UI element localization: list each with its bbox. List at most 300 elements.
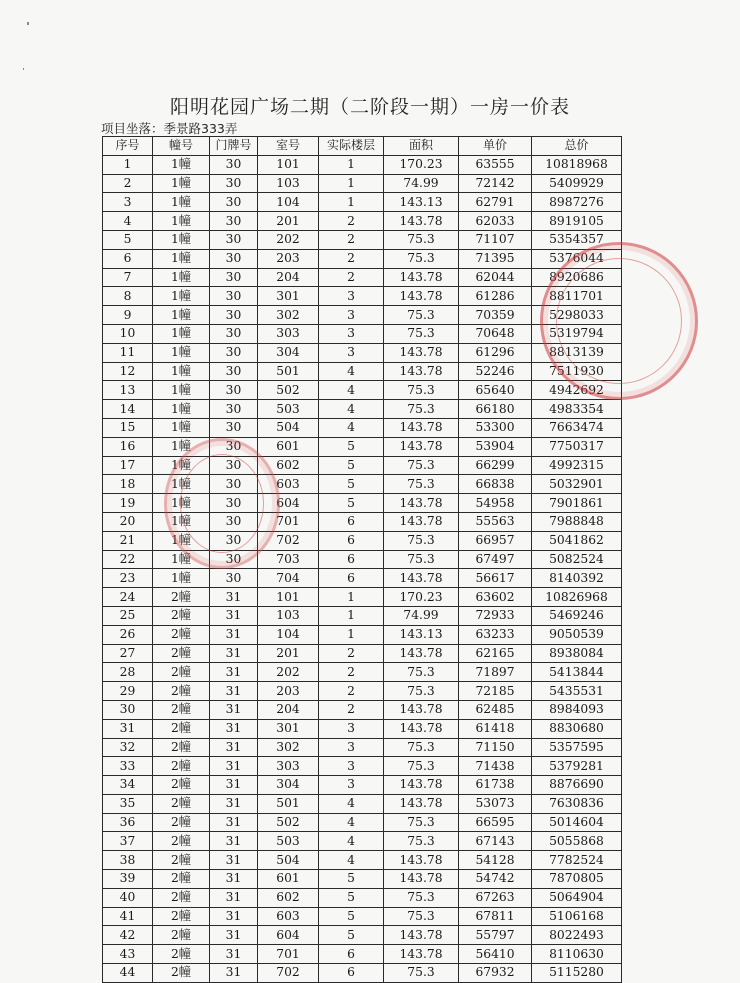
cell-index: 10 [103, 324, 153, 343]
cell-unit-price: 72185 [459, 682, 532, 701]
cell-door-number: 30 [210, 512, 258, 531]
cell-building: 1幢 [153, 550, 210, 569]
cell-building: 2幢 [153, 776, 210, 795]
col-header-room: 室号 [258, 137, 319, 156]
table-row [103, 268, 622, 287]
cell-door-number: 31 [210, 719, 258, 738]
cell-building: 1幢 [153, 193, 210, 212]
cell-total-price: 5082524 [532, 550, 622, 569]
cell-unit-price: 71395 [459, 249, 532, 268]
cell-index: 37 [103, 832, 153, 851]
cell-room: 204 [258, 700, 319, 719]
cell-total-price: 8919105 [532, 212, 622, 231]
cell-total-price: 7663474 [532, 418, 622, 437]
cell-building: 1幢 [153, 512, 210, 531]
cell-building: 2幢 [153, 832, 210, 851]
cell-area: 74.99 [384, 174, 459, 193]
cell-room: 501 [258, 362, 319, 381]
cell-door-number: 31 [210, 870, 258, 889]
cell-door-number: 30 [210, 381, 258, 400]
cell-area: 143.78 [384, 437, 459, 456]
cell-door-number: 30 [210, 550, 258, 569]
cell-index: 13 [103, 381, 153, 400]
table-row [103, 381, 622, 400]
cell-index: 30 [103, 700, 153, 719]
table-row [103, 512, 622, 531]
cell-room: 304 [258, 776, 319, 795]
price-table [102, 136, 622, 983]
table-row [103, 400, 622, 419]
cell-total-price: 8984093 [532, 700, 622, 719]
cell-building: 2幢 [153, 738, 210, 757]
cell-building: 1幢 [153, 249, 210, 268]
cell-door-number: 30 [210, 475, 258, 494]
cell-floor: 1 [319, 193, 384, 212]
cell-room: 703 [258, 550, 319, 569]
col-header-index: 序号 [103, 137, 153, 156]
cell-index: 9 [103, 306, 153, 325]
cell-total-price: 7870805 [532, 870, 622, 889]
scan-speck [23, 68, 24, 70]
cell-door-number: 30 [210, 324, 258, 343]
cell-unit-price: 54958 [459, 494, 532, 513]
table-row [103, 494, 622, 513]
cell-building: 1幢 [153, 437, 210, 456]
cell-area: 75.3 [384, 888, 459, 907]
cell-unit-price: 72933 [459, 606, 532, 625]
cell-unit-price: 54742 [459, 870, 532, 889]
cell-building: 1幢 [153, 569, 210, 588]
cell-index: 22 [103, 550, 153, 569]
cell-index: 29 [103, 682, 153, 701]
cell-building: 1幢 [153, 287, 210, 306]
cell-unit-price: 62044 [459, 268, 532, 287]
cell-index: 5 [103, 230, 153, 249]
cell-unit-price: 61738 [459, 776, 532, 795]
cell-index: 20 [103, 512, 153, 531]
cell-building: 2幢 [153, 794, 210, 813]
cell-area: 143.78 [384, 776, 459, 795]
cell-floor: 5 [319, 494, 384, 513]
cell-area: 143.78 [384, 644, 459, 663]
table-row [103, 174, 622, 193]
cell-index: 15 [103, 418, 153, 437]
cell-room: 203 [258, 249, 319, 268]
table-row [103, 230, 622, 249]
cell-floor: 4 [319, 362, 384, 381]
cell-area: 143.78 [384, 926, 459, 945]
cell-index: 35 [103, 794, 153, 813]
cell-room: 303 [258, 324, 319, 343]
table-row [103, 249, 622, 268]
cell-floor: 5 [319, 456, 384, 475]
cell-area: 170.23 [384, 588, 459, 607]
cell-unit-price: 52246 [459, 362, 532, 381]
cell-index: 40 [103, 888, 153, 907]
cell-area: 143.13 [384, 625, 459, 644]
cell-index: 18 [103, 475, 153, 494]
cell-index: 32 [103, 738, 153, 757]
col-header-building: 幢号 [153, 137, 210, 156]
cell-room: 302 [258, 306, 319, 325]
cell-floor: 6 [319, 531, 384, 550]
cell-index: 28 [103, 663, 153, 682]
cell-total-price: 7511930 [532, 362, 622, 381]
cell-floor: 3 [319, 738, 384, 757]
scan-speck [27, 22, 29, 25]
cell-area: 75.3 [384, 456, 459, 475]
cell-building: 2幢 [153, 945, 210, 964]
cell-index: 2 [103, 174, 153, 193]
cell-total-price: 5469246 [532, 606, 622, 625]
cell-unit-price: 66957 [459, 531, 532, 550]
cell-room: 502 [258, 813, 319, 832]
cell-room: 701 [258, 512, 319, 531]
cell-building: 2幢 [153, 851, 210, 870]
cell-room: 503 [258, 832, 319, 851]
cell-building: 1幢 [153, 306, 210, 325]
cell-index: 41 [103, 907, 153, 926]
cell-building: 1幢 [153, 230, 210, 249]
cell-area: 143.78 [384, 870, 459, 889]
cell-unit-price: 71107 [459, 230, 532, 249]
cell-area: 143.78 [384, 569, 459, 588]
table-row [103, 888, 622, 907]
cell-total-price: 8140392 [532, 569, 622, 588]
cell-door-number: 31 [210, 700, 258, 719]
table-row [103, 870, 622, 889]
table-row [103, 964, 622, 983]
cell-area: 143.78 [384, 343, 459, 362]
cell-unit-price: 66180 [459, 400, 532, 419]
cell-building: 1幢 [153, 324, 210, 343]
cell-area: 75.3 [384, 475, 459, 494]
cell-floor: 2 [319, 663, 384, 682]
cell-door-number: 30 [210, 306, 258, 325]
cell-building: 2幢 [153, 813, 210, 832]
cell-area: 75.3 [384, 832, 459, 851]
cell-total-price: 7901861 [532, 494, 622, 513]
cell-area: 143.78 [384, 494, 459, 513]
cell-room: 201 [258, 644, 319, 663]
cell-unit-price: 66299 [459, 456, 532, 475]
cell-door-number: 31 [210, 907, 258, 926]
cell-building: 1幢 [153, 155, 210, 174]
cell-unit-price: 67143 [459, 832, 532, 851]
cell-building: 1幢 [153, 381, 210, 400]
cell-room: 104 [258, 193, 319, 212]
cell-index: 33 [103, 757, 153, 776]
table-row [103, 907, 622, 926]
cell-building: 1幢 [153, 531, 210, 550]
cell-total-price: 8830680 [532, 719, 622, 738]
cell-total-price: 8022493 [532, 926, 622, 945]
table-row [103, 193, 622, 212]
cell-door-number: 30 [210, 230, 258, 249]
cell-area: 143.78 [384, 418, 459, 437]
cell-floor: 4 [319, 794, 384, 813]
table-row [103, 813, 622, 832]
cell-index: 42 [103, 926, 153, 945]
cell-unit-price: 66595 [459, 813, 532, 832]
cell-index: 6 [103, 249, 153, 268]
table-row [103, 757, 622, 776]
cell-total-price: 5376044 [532, 249, 622, 268]
cell-building: 1幢 [153, 362, 210, 381]
cell-total-price: 8813139 [532, 343, 622, 362]
cell-unit-price: 71897 [459, 663, 532, 682]
cell-area: 75.3 [384, 964, 459, 983]
cell-unit-price: 62791 [459, 193, 532, 212]
cell-area: 143.78 [384, 212, 459, 231]
cell-area: 75.3 [384, 757, 459, 776]
cell-floor: 3 [319, 776, 384, 795]
cell-total-price: 5413844 [532, 663, 622, 682]
cell-floor: 1 [319, 174, 384, 193]
cell-total-price: 7630836 [532, 794, 622, 813]
cell-room: 601 [258, 437, 319, 456]
table-row [103, 738, 622, 757]
cell-area: 75.3 [384, 324, 459, 343]
cell-door-number: 31 [210, 606, 258, 625]
table-row [103, 663, 622, 682]
cell-floor: 1 [319, 155, 384, 174]
cell-building: 2幢 [153, 907, 210, 926]
cell-total-price: 7988848 [532, 512, 622, 531]
cell-floor: 6 [319, 945, 384, 964]
cell-total-price: 10818968 [532, 155, 622, 174]
table-row [103, 418, 622, 437]
table-row [103, 343, 622, 362]
cell-index: 34 [103, 776, 153, 795]
cell-floor: 4 [319, 851, 384, 870]
cell-area: 75.3 [384, 663, 459, 682]
cell-room: 303 [258, 757, 319, 776]
cell-building: 1幢 [153, 268, 210, 287]
cell-total-price: 5055868 [532, 832, 622, 851]
cell-area: 170.23 [384, 155, 459, 174]
cell-total-price: 5357595 [532, 738, 622, 757]
cell-building: 2幢 [153, 644, 210, 663]
cell-area: 75.3 [384, 531, 459, 550]
cell-unit-price: 61286 [459, 287, 532, 306]
cell-area: 75.3 [384, 907, 459, 926]
cell-door-number: 31 [210, 832, 258, 851]
cell-floor: 5 [319, 475, 384, 494]
cell-room: 604 [258, 494, 319, 513]
cell-door-number: 30 [210, 212, 258, 231]
table-row [103, 550, 622, 569]
cell-index: 38 [103, 851, 153, 870]
cell-door-number: 31 [210, 813, 258, 832]
table-row [103, 700, 622, 719]
cell-door-number: 30 [210, 400, 258, 419]
col-header-door-number: 门牌号 [210, 137, 258, 156]
table-row [103, 945, 622, 964]
cell-floor: 4 [319, 813, 384, 832]
cell-total-price: 5064904 [532, 888, 622, 907]
cell-index: 21 [103, 531, 153, 550]
cell-unit-price: 66838 [459, 475, 532, 494]
cell-area: 75.3 [384, 738, 459, 757]
table-row [103, 606, 622, 625]
cell-floor: 2 [319, 268, 384, 287]
cell-floor: 6 [319, 512, 384, 531]
cell-floor: 1 [319, 606, 384, 625]
cell-unit-price: 71150 [459, 738, 532, 757]
cell-total-price: 5379281 [532, 757, 622, 776]
cell-unit-price: 62165 [459, 644, 532, 663]
cell-door-number: 30 [210, 418, 258, 437]
cell-door-number: 30 [210, 287, 258, 306]
cell-index: 31 [103, 719, 153, 738]
cell-area: 143.78 [384, 794, 459, 813]
table-row [103, 212, 622, 231]
cell-unit-price: 63602 [459, 588, 532, 607]
cell-floor: 5 [319, 888, 384, 907]
cell-total-price: 5435531 [532, 682, 622, 701]
cell-floor: 5 [319, 437, 384, 456]
col-header-unit-price: 单价 [459, 137, 532, 156]
cell-unit-price: 56617 [459, 569, 532, 588]
cell-area: 143.78 [384, 851, 459, 870]
cell-door-number: 30 [210, 193, 258, 212]
cell-building: 2幢 [153, 888, 210, 907]
cell-room: 603 [258, 475, 319, 494]
cell-floor: 6 [319, 569, 384, 588]
cell-room: 301 [258, 287, 319, 306]
cell-building: 2幢 [153, 606, 210, 625]
cell-room: 603 [258, 907, 319, 926]
cell-door-number: 31 [210, 794, 258, 813]
cell-room: 304 [258, 343, 319, 362]
table-row [103, 155, 622, 174]
cell-unit-price: 62485 [459, 700, 532, 719]
cell-area: 74.99 [384, 606, 459, 625]
cell-total-price: 4942692 [532, 381, 622, 400]
cell-floor: 4 [319, 381, 384, 400]
cell-floor: 2 [319, 700, 384, 719]
table-row [103, 625, 622, 644]
cell-building: 1幢 [153, 343, 210, 362]
cell-door-number: 30 [210, 437, 258, 456]
cell-door-number: 31 [210, 964, 258, 983]
cell-index: 7 [103, 268, 153, 287]
cell-unit-price: 54128 [459, 851, 532, 870]
cell-floor: 5 [319, 926, 384, 945]
cell-area: 143.78 [384, 287, 459, 306]
cell-room: 504 [258, 418, 319, 437]
cell-building: 1幢 [153, 456, 210, 475]
cell-floor: 6 [319, 550, 384, 569]
cell-unit-price: 61418 [459, 719, 532, 738]
cell-index: 23 [103, 569, 153, 588]
cell-unit-price: 63555 [459, 155, 532, 174]
cell-floor: 6 [319, 964, 384, 983]
cell-index: 14 [103, 400, 153, 419]
cell-door-number: 31 [210, 625, 258, 644]
cell-building: 1幢 [153, 494, 210, 513]
cell-index: 27 [103, 644, 153, 663]
cell-building: 2幢 [153, 682, 210, 701]
cell-index: 12 [103, 362, 153, 381]
cell-area: 143.78 [384, 362, 459, 381]
cell-building: 1幢 [153, 475, 210, 494]
cell-total-price: 8811701 [532, 287, 622, 306]
cell-total-price: 8876690 [532, 776, 622, 795]
cell-unit-price: 65640 [459, 381, 532, 400]
cell-building: 2幢 [153, 870, 210, 889]
cell-area: 143.78 [384, 945, 459, 964]
cell-building: 1幢 [153, 400, 210, 419]
cell-area: 75.3 [384, 306, 459, 325]
cell-floor: 5 [319, 907, 384, 926]
cell-index: 43 [103, 945, 153, 964]
cell-room: 602 [258, 456, 319, 475]
cell-room: 701 [258, 945, 319, 964]
cell-room: 602 [258, 888, 319, 907]
cell-index: 11 [103, 343, 153, 362]
col-header-area: 面积 [384, 137, 459, 156]
cell-total-price: 5409929 [532, 174, 622, 193]
cell-index: 16 [103, 437, 153, 456]
cell-total-price: 8938084 [532, 644, 622, 663]
cell-room: 301 [258, 719, 319, 738]
cell-area: 143.13 [384, 193, 459, 212]
table-row [103, 719, 622, 738]
cell-building: 2幢 [153, 757, 210, 776]
cell-floor: 4 [319, 832, 384, 851]
cell-floor: 3 [319, 343, 384, 362]
cell-floor: 4 [319, 418, 384, 437]
cell-index: 36 [103, 813, 153, 832]
cell-room: 204 [258, 268, 319, 287]
header-row [103, 137, 622, 156]
cell-building: 2幢 [153, 588, 210, 607]
cell-floor: 2 [319, 230, 384, 249]
cell-door-number: 31 [210, 757, 258, 776]
cell-room: 302 [258, 738, 319, 757]
cell-unit-price: 70359 [459, 306, 532, 325]
table-row [103, 832, 622, 851]
cell-area: 75.3 [384, 230, 459, 249]
cell-total-price: 7782524 [532, 851, 622, 870]
table-row [103, 851, 622, 870]
cell-door-number: 31 [210, 738, 258, 757]
cell-room: 202 [258, 663, 319, 682]
cell-door-number: 31 [210, 851, 258, 870]
table-row [103, 475, 622, 494]
cell-building: 1幢 [153, 418, 210, 437]
cell-unit-price: 70648 [459, 324, 532, 343]
cell-room: 104 [258, 625, 319, 644]
cell-total-price: 5298033 [532, 306, 622, 325]
table-row [103, 644, 622, 663]
cell-floor: 2 [319, 682, 384, 701]
cell-floor: 3 [319, 719, 384, 738]
cell-index: 3 [103, 193, 153, 212]
cell-area: 143.78 [384, 268, 459, 287]
cell-floor: 1 [319, 625, 384, 644]
cell-building: 2幢 [153, 926, 210, 945]
table-row [103, 362, 622, 381]
cell-door-number: 31 [210, 682, 258, 701]
cell-room: 101 [258, 155, 319, 174]
cell-room: 601 [258, 870, 319, 889]
cell-area: 75.3 [384, 813, 459, 832]
cell-area: 143.78 [384, 512, 459, 531]
cell-door-number: 30 [210, 174, 258, 193]
